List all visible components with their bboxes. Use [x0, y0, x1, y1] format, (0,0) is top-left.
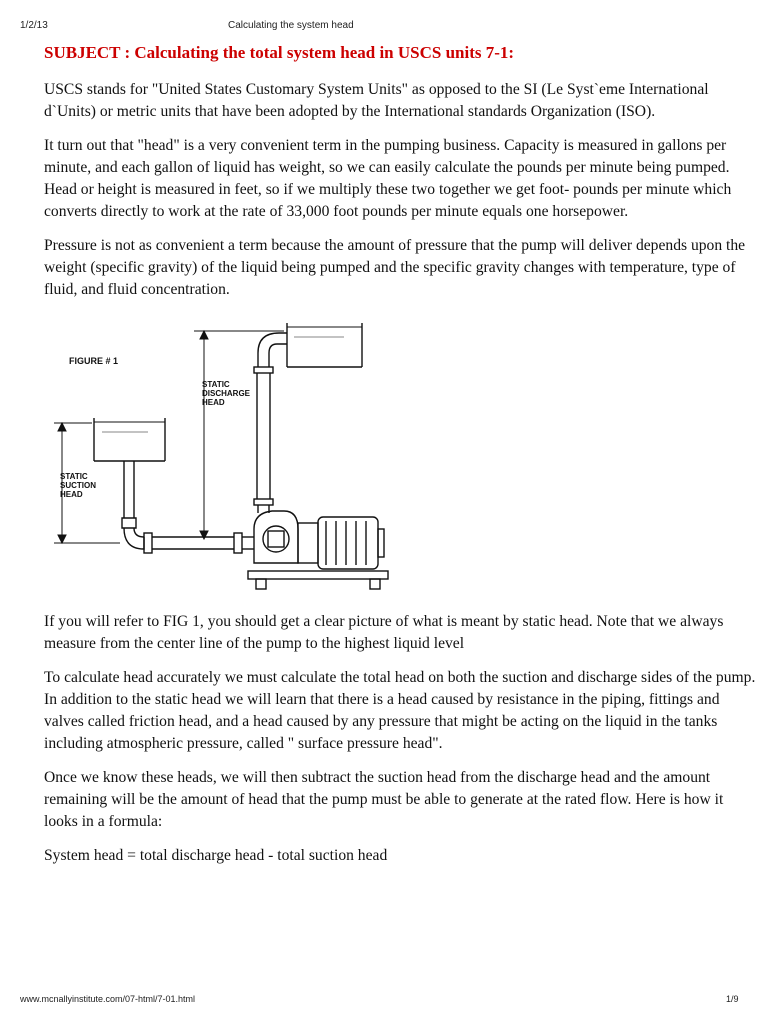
- static-discharge-head-label: STATIC DISCHARGE HEAD: [202, 380, 251, 407]
- system-head-formula: System head = total discharge head - total suction head: [44, 847, 388, 864]
- document-body: [44, 42, 756, 879]
- pump-base: [248, 571, 388, 589]
- paragraph-head-term: It turn out that "head" is a very convenient term in the pumping business. Capacity is measured in gallons per minute, and each gallon of liquid has weight, so we can easily calculate the pounds per minute being pumped. Head or height is measured in feet, so if we multiply these two together we get foot- pounds per minute which converts directly to work at the rate of 33,000 foot pounds per minute equals one horsepower.: [44, 137, 732, 220]
- paragraph-fig-reference: If you will refer to FIG 1, you should get a clear picture of what is meant by static head. Note that we always measure from the center line of the pump to the highest liquid level: [44, 613, 724, 652]
- print-date: 1/2/13: [20, 20, 48, 31]
- pump-motor: [298, 517, 384, 569]
- discharge-pipe: [254, 333, 287, 513]
- source-url: www.mcnallyinstitute.com/07-html/7-01.html: [20, 994, 196, 1004]
- pump-diagram: [44, 323, 756, 593]
- suction-pipe: [122, 461, 254, 553]
- figure-1: [44, 323, 756, 593]
- print-header: [0, 14, 768, 30]
- suction-tank: [94, 418, 165, 461]
- subject-heading: SUBJECT : Calculating the total system head in USCS units 7-1:: [44, 43, 515, 62]
- figure-number-label: FIGURE # 1: [69, 356, 119, 366]
- print-page-title: Calculating the system head: [228, 20, 354, 31]
- paragraph-pressure: Pressure is not as convenient a term because the amount of pressure that the pump will deliver depends upon the weight (specific gravity) of the liquid being pumped and the specific gravity changes with temperature, type of fluid, and fluid concentration.: [44, 237, 746, 298]
- paragraph-subtract-heads: Once we know these heads, we will then subtract the suction head from the discharge head and the amount remaining will be the amount of head that the pump must be able to generate at the rated flow. Here is how it looks in a formula:: [44, 769, 724, 830]
- pump-volute: [254, 511, 298, 563]
- paragraph-calculate-head: To calculate head accurately we must calculate the total head on both the suction and discharge sides of the pump. In addition to the static head we will learn that there is a head caused by resistance in the piping, fittings and valves called friction head, and a head caused by any pressure that might be acting on the liquid in the tanks including atmospheric pressure, called " surface pressure head".: [44, 669, 756, 752]
- paragraph-uscs: USCS stands for "United States Customary System Units" as opposed to the SI (Le Syst`eme International d`Units) or metric units that have been adopted by the International standards Organization (ISO).: [44, 81, 709, 120]
- static-suction-head-label: STATIC SUCTION HEAD: [60, 472, 96, 499]
- page-number: 1/9: [726, 994, 739, 1004]
- discharge-tank: [287, 323, 362, 367]
